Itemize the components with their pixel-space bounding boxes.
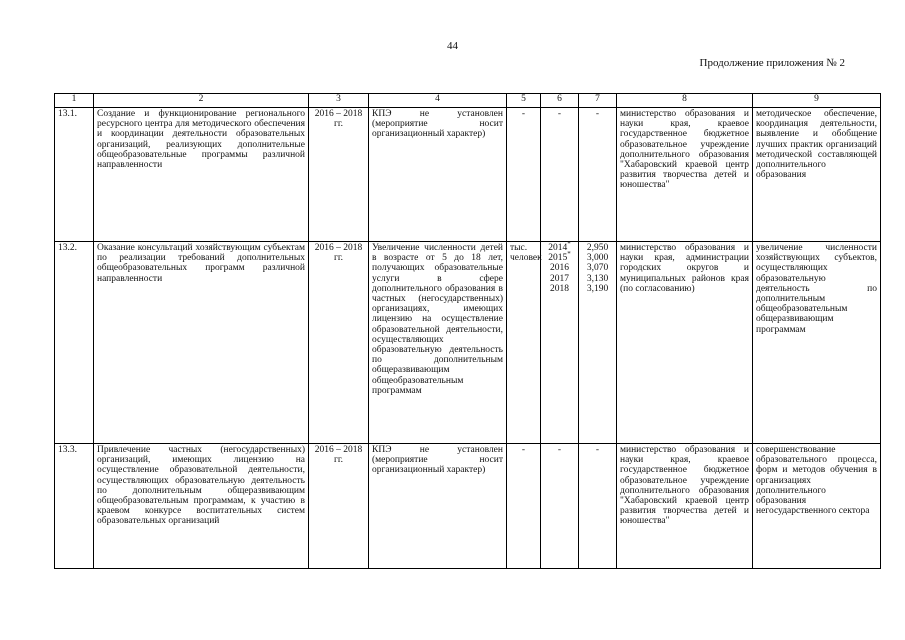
header-cell: 8: [617, 94, 753, 108]
header-cell: 4: [369, 94, 507, 108]
year-cell: -: [541, 108, 579, 242]
table-row: [55, 242, 881, 444]
header-cell: 3: [309, 94, 369, 108]
executor-cell: министерство образования и науки края, краевое государственное бюджетное образовательное учреждение дополнительного образования "Хабаровский краевой центр развития творчества детей и юношества": [617, 108, 753, 242]
year-item: 2018: [550, 283, 569, 294]
value-item: 3,130: [586, 273, 609, 284]
indicator-cell: КПЭ не установлен (мероприятие носит организационный характер): [369, 444, 507, 569]
years-cell: [541, 239, 579, 444]
header-cell: 6: [541, 94, 579, 108]
year-cell: -: [541, 444, 579, 569]
value-item: 3,000: [586, 253, 609, 264]
indicator-cell: Увеличение численности детей в возрасте от 5 до 18 лет, получающих образовательные услуги в сфере дополнительного образования в частных (негосударственных) организациях, имеющих лицензию на осуществление образовательной деятельности, осуществляющих образовательную деятельность по дополнительным общеразвивающим общеобразовательным программам: [369, 242, 507, 444]
header-cell: 5: [507, 94, 541, 108]
unit-cell: -: [507, 108, 541, 242]
period-cell: 2016 – 2018 гг.: [309, 108, 369, 242]
year-item: 2016: [550, 263, 569, 274]
result-cell: увеличение численности хозяйствующих субъектов, осуществляющих образовательную деятельность по дополнительным общеобразовательным общеразвивающим программам: [753, 242, 881, 444]
header-row: [55, 94, 881, 108]
executor-cell: министерство образования и науки края, краевое государственное бюджетное образовательное учреждение дополнительного образования "Хабаровский краевой центр развития творчества детей и юношества": [617, 444, 753, 569]
indicator-cell: КПЭ не установлен (мероприятие носит организационный характер): [369, 108, 507, 242]
values-cell: [579, 242, 617, 444]
unit-cell: -: [507, 444, 541, 569]
year-item: 2017: [550, 273, 569, 284]
header-cell: 7: [579, 94, 617, 108]
value-cell: -: [579, 444, 617, 569]
page-number: 44: [447, 40, 458, 52]
value-cell: -: [579, 108, 617, 242]
table-row: [55, 108, 881, 242]
value-item: 3,190: [586, 283, 609, 294]
year-item: 2014*: [548, 239, 571, 253]
row-number: 13.3.: [55, 444, 94, 569]
measures-table: [54, 93, 881, 569]
header-cell: 9: [753, 94, 881, 108]
header-cell: 2: [94, 94, 309, 108]
unit-cell: тыс. человек: [507, 242, 541, 444]
value-item: 3,070: [586, 263, 609, 274]
executor-cell: министерство образования и науки края, администрации городских округов и муниципальных районов края (по согласованию): [617, 242, 753, 444]
measure-name: Создание и функционирование регионального ресурсного центра для методического обеспечения и координации деятельности образовательных организаций, реализующих дополнительные общеобразовательные программы различной направленности: [94, 108, 309, 242]
measure-name: Привлечение частных (негосударственных) организаций, имеющих лицензию на осуществление образовательной деятельности, осуществляющих образовательную деятельность по дополнительным общеразвивающим общеобразовательным программам, к участию в краевом конкурсе воспитательных систем образовательных организаций: [94, 444, 309, 569]
measure-name: Оказание консультаций хозяйствующим субъектам по реализации требований дополнительных общеобразовательных программ различной направленности: [94, 242, 309, 444]
header-cell: 1: [55, 94, 94, 108]
value-item: 2,950: [586, 243, 609, 253]
year-item: 2015*: [548, 250, 571, 264]
period-cell: 2016 – 2018 гг.: [309, 242, 369, 444]
result-cell: совершенствование образовательного процесса, форм и методов обучения в организациях дополнительного образования негосударственного сектора: [753, 444, 881, 569]
result-cell: методическое обеспечение, координация деятельности, выявление и обобщение лучших практик организаций методической составляющей дополнительного образования: [753, 108, 881, 242]
row-number: 13.1.: [55, 108, 94, 242]
row-number: 13.2.: [55, 242, 94, 444]
period-cell: 2016 – 2018 гг.: [309, 444, 369, 569]
table-row: [55, 444, 881, 569]
appendix-note: Продолжение приложения № 2: [699, 57, 845, 69]
